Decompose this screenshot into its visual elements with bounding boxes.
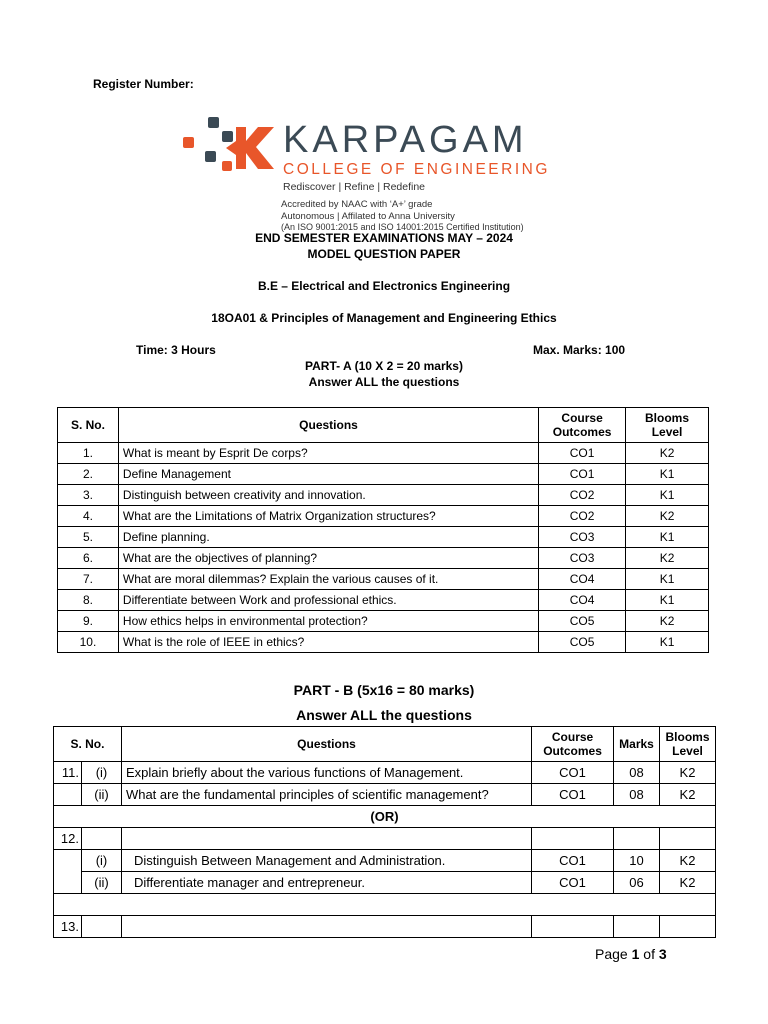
question-text: [121, 828, 531, 850]
question-number: 9.: [58, 611, 119, 632]
part-a-table: [57, 407, 709, 653]
sub-question-label: [81, 828, 121, 850]
course-outcome: CO1: [539, 464, 626, 485]
blooms-level: K2: [659, 850, 715, 872]
question-number: [54, 872, 82, 894]
logo-accreditation-3: (An ISO 9001:2015 and ISO 14001:2015 Certified Institution): [281, 222, 524, 232]
course-outcome: CO1: [539, 443, 626, 464]
table-row: [54, 762, 716, 784]
logo-accreditation-1: Accredited by NAAC with ‘A+’ grade: [281, 199, 433, 210]
question-text: What are the fundamental principles of scientific management?: [121, 784, 531, 806]
exam-time: Time: 3 Hours: [136, 343, 216, 357]
table-row: [58, 548, 709, 569]
table-row: [58, 569, 709, 590]
blooms-level: K1: [626, 632, 709, 653]
course-outcome: CO1: [532, 850, 614, 872]
max-marks: Max. Marks: 100: [533, 343, 626, 357]
sub-question-label: (ii): [81, 872, 121, 894]
question-number: 3.: [58, 485, 119, 506]
question-number: 11.: [54, 762, 82, 784]
question-text: What is the role of IEEE in ethics?: [118, 632, 538, 653]
question-number: 7.: [58, 569, 119, 590]
course-outcome: CO5: [539, 611, 626, 632]
course-outcome: CO1: [532, 872, 614, 894]
marks: [614, 916, 660, 938]
header-blooms-level: Blooms Level: [626, 408, 709, 443]
or-row: [54, 806, 716, 828]
course-outcome: [532, 916, 614, 938]
logo-college-text: COLLEGE OF ENGINEERING: [283, 161, 550, 178]
logo-accreditation-2: Autonomous | Affilated to Anna University: [281, 211, 455, 222]
question-text: Differentiate between Work and professional ethics.: [118, 590, 538, 611]
table-row: [58, 443, 709, 464]
page-total: 3: [658, 946, 667, 962]
sub-question-label: (ii): [81, 784, 121, 806]
course-outcome: CO1: [532, 762, 614, 784]
part-b-instruction: Answer ALL the questions: [296, 707, 472, 723]
blooms-level: K2: [659, 872, 715, 894]
question-text: Define Management: [118, 464, 538, 485]
question-text: How ethics helps in environmental protection?: [118, 611, 538, 632]
part-b-title: PART - B (5x16 = 80 marks): [293, 682, 475, 698]
course-outcome: CO3: [539, 548, 626, 569]
blooms-level: K1: [626, 590, 709, 611]
karpagam-logo-mark-icon: [178, 115, 278, 175]
header-sno: S. No.: [54, 727, 122, 762]
table-row: [58, 632, 709, 653]
page-indicator: [595, 946, 667, 962]
blooms-level: [659, 828, 715, 850]
part-a-instruction: Answer ALL the questions: [308, 375, 460, 389]
blooms-level: K2: [626, 443, 709, 464]
table-row: [58, 485, 709, 506]
part-a-title: PART- A (10 X 2 = 20 marks): [305, 359, 463, 373]
sub-question-label: [81, 916, 121, 938]
question-text: What are the objectives of planning?: [118, 548, 538, 569]
question-text: What is meant by Esprit De corps?: [118, 443, 538, 464]
blooms-level: K2: [626, 506, 709, 527]
or-separator: (OR): [54, 806, 716, 828]
course-outcome: CO4: [539, 569, 626, 590]
table-row: [58, 506, 709, 527]
question-number: 6.: [58, 548, 119, 569]
question-number: 4.: [58, 506, 119, 527]
blooms-level: K2: [626, 611, 709, 632]
course-outcome: CO5: [539, 632, 626, 653]
table-row: [54, 872, 716, 894]
blooms-level: K2: [659, 784, 715, 806]
table-row: [58, 527, 709, 548]
question-text: Differentiate manager and entrepreneur.: [121, 872, 531, 894]
table-header-row: [58, 408, 709, 443]
question-text: Define planning.: [118, 527, 538, 548]
course-outcome: [532, 828, 614, 850]
header-course-outcomes: Course Outcomes: [539, 408, 626, 443]
blank-cell: [54, 894, 716, 916]
course-outcome: CO2: [539, 506, 626, 527]
page-of: of: [639, 946, 659, 962]
question-number: 8.: [58, 590, 119, 611]
header-blooms-level: Blooms Level: [659, 727, 715, 762]
question-text: Distinguish between creativity and innovation.: [118, 485, 538, 506]
blooms-level: K1: [626, 527, 709, 548]
page-current: 1: [631, 946, 640, 962]
register-number-label: Register Number:: [93, 77, 194, 91]
question-text: What are the Limitations of Matrix Organization structures?: [118, 506, 538, 527]
header-questions: Questions: [118, 408, 538, 443]
header-course-outcomes: Course Outcomes: [532, 727, 614, 762]
question-number: [54, 850, 82, 872]
question-text: Distinguish Between Management and Administration.: [121, 850, 531, 872]
marks: 08: [614, 784, 660, 806]
course-outcome: CO4: [539, 590, 626, 611]
marks: 08: [614, 762, 660, 784]
blooms-level: [659, 916, 715, 938]
logo-tagline: Rediscover | Refine | Redefine: [283, 181, 426, 193]
page-prefix: Page: [595, 946, 632, 962]
blooms-level: K2: [626, 548, 709, 569]
sub-question-label: (i): [81, 762, 121, 784]
course-outcome: CO1: [532, 784, 614, 806]
exam-title: END SEMESTER EXAMINATIONS MAY – 2024: [255, 231, 513, 245]
blank-row: [54, 894, 716, 916]
blooms-level: K2: [659, 762, 715, 784]
question-number: 12.: [54, 828, 82, 850]
paper-title: MODEL QUESTION PAPER: [307, 247, 461, 261]
marks: [614, 828, 660, 850]
table-row: [58, 464, 709, 485]
blooms-level: K1: [626, 464, 709, 485]
question-number: [54, 784, 82, 806]
question-text: What are moral dilemmas? Explain the various causes of it.: [118, 569, 538, 590]
blooms-level: K1: [626, 569, 709, 590]
logo-brand-text: KARPAGAM: [283, 119, 528, 161]
question-number: 5.: [58, 527, 119, 548]
question-text: [121, 916, 531, 938]
course-outcome: CO2: [539, 485, 626, 506]
marks: 06: [614, 872, 660, 894]
program-title: B.E – Electrical and Electronics Engineering: [257, 279, 511, 293]
table-row: [58, 611, 709, 632]
sub-question-label: (i): [81, 850, 121, 872]
header-sno: S. No.: [58, 408, 119, 443]
question-number: 10.: [58, 632, 119, 653]
blooms-level: K1: [626, 485, 709, 506]
header-marks: Marks: [614, 727, 660, 762]
table-row: [54, 850, 716, 872]
course-title: 18OA01 & Principles of Management and Engineering Ethics: [211, 311, 557, 325]
marks: 10: [614, 850, 660, 872]
table-row: [54, 916, 716, 938]
question-number: 1.: [58, 443, 119, 464]
question-number: 13.: [54, 916, 82, 938]
course-outcome: CO3: [539, 527, 626, 548]
part-b-table: [53, 726, 716, 938]
college-logo: [148, 105, 618, 232]
table-row: [54, 828, 716, 850]
question-text: Explain briefly about the various functions of Management.: [121, 762, 531, 784]
header-questions: Questions: [121, 727, 531, 762]
table-row: [58, 590, 709, 611]
table-header-row: [54, 727, 716, 762]
question-number: 2.: [58, 464, 119, 485]
table-row: [54, 784, 716, 806]
